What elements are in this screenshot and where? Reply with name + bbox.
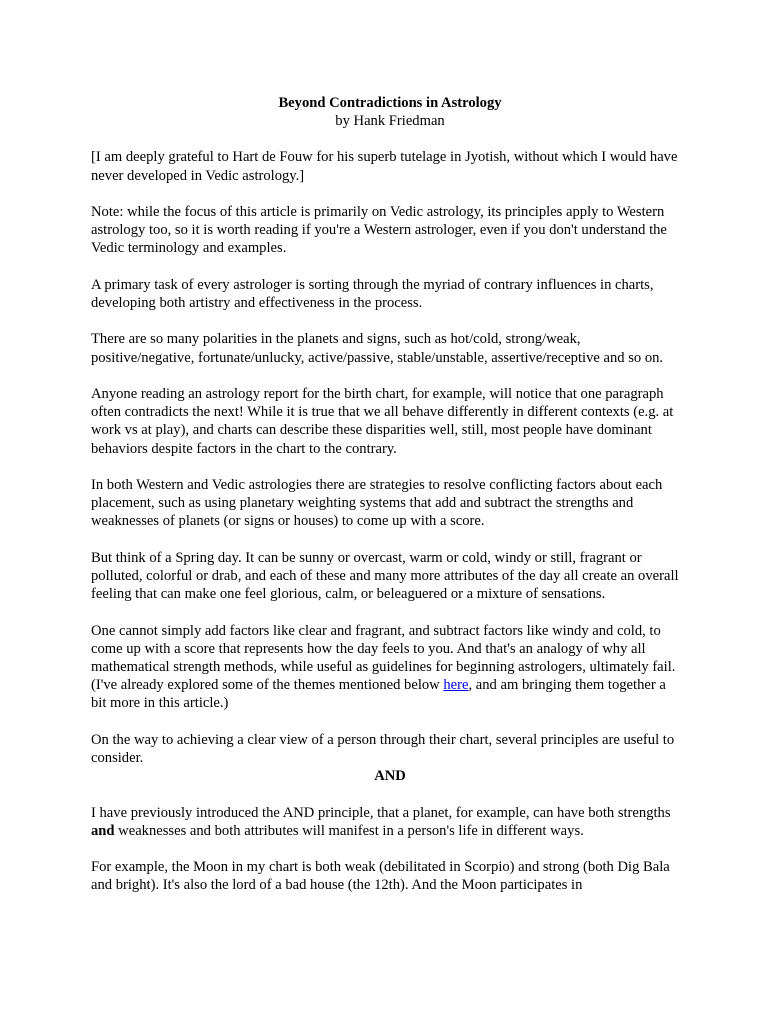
paragraph-spring-day: But think of a Spring day. It can be sunny or overcast, warm or cold, windy or still, fragrant or polluted, colorful or drab, and each of these and many more attributes of the day all create an overall feeling that can make one feel glorious, calm, or beleaguered or a mixture of sensations.	[91, 549, 679, 603]
paragraph-principles-intro: On the way to achieving a clear view of a person through their chart, several principles are useful to consider.	[91, 731, 675, 766]
paragraph-analogy-text-after: , and am bringing them together a bit more in this article.)	[91, 677, 666, 712]
paragraph-and-text-before: I have previously introduced the AND principle, that a planet, for example, can have both strengths	[91, 804, 671, 821]
paragraph-primary-task: A primary task of every astrologer is sorting through the myriad of contrary influences in charts, developing both artistry and effectiveness in the process.	[91, 276, 654, 311]
paragraph-report: Anyone reading an astrology report for the birth chart, for example, will notice that one paragraph often contradicts the next! While it is true that we all behave differently in different contexts (e.g. at work vs at play), and charts can describe these disparities well, still, most people have dominant behaviors despite factors in the chart to the contrary.	[91, 385, 674, 457]
paragraph-and-bold-word: and	[91, 822, 115, 839]
article-byline: by Hank Friedman	[335, 113, 445, 130]
paragraph-and-text-after: weaknesses and both attributes will manifest in a person's life in different ways.	[114, 822, 584, 839]
paragraph-and-principle	[91, 804, 683, 840]
paragraph-analogy	[91, 622, 683, 713]
paragraph-polarities: There are so many polarities in the planets and signs, such as hot/cold, strong/weak, positive/negative, fortunate/unlucky, active/passive, stable/unstable, assertive/receptive and so on.	[91, 331, 664, 366]
article-title: Beyond Contradictions in Astrology	[278, 95, 502, 111]
paragraph-note: Note: while the focus of this article is primarily on Vedic astrology, its principles apply to Western astrology too, so it is worth reading if you're a Western astrologer, even if you don't understand the Vedic terminology and examples.	[91, 204, 667, 257]
paragraph-acknowledgement: [I am deeply grateful to Hart de Fouw for his superb tutelage in Jyotish, without which I would have never developed in Vedic astrology.]	[91, 149, 678, 184]
section-heading-and: AND	[374, 768, 406, 785]
paragraph-moon-example: For example, the Moon in my chart is both weak (debilitated in Scorpio) and strong (both Dig Bala and bright). It's also the lord of a bad house (the 12th). And the Moon participates in	[91, 859, 670, 894]
paragraph-analogy-text-before: One cannot simply add factors like clear and fragrant, and subtract factors like windy and cold, to come up with a score that represents how the day feels to you. And that's an analogy of why all mathematical strength methods, while useful as guidelines for beginning astrologers, ultimately fail. (I've already explored some of the themes mentioned below	[91, 622, 676, 694]
here-link[interactable]: here	[443, 677, 469, 694]
article-body	[91, 94, 683, 913]
paragraph-strategies: In both Western and Vedic astrologies there are strategies to resolve conflicting factors about each placement, such as using planetary weighting systems that add and subtract the strengths and weaknesses of planets (or signs or houses) to come up with a score.	[91, 476, 663, 530]
